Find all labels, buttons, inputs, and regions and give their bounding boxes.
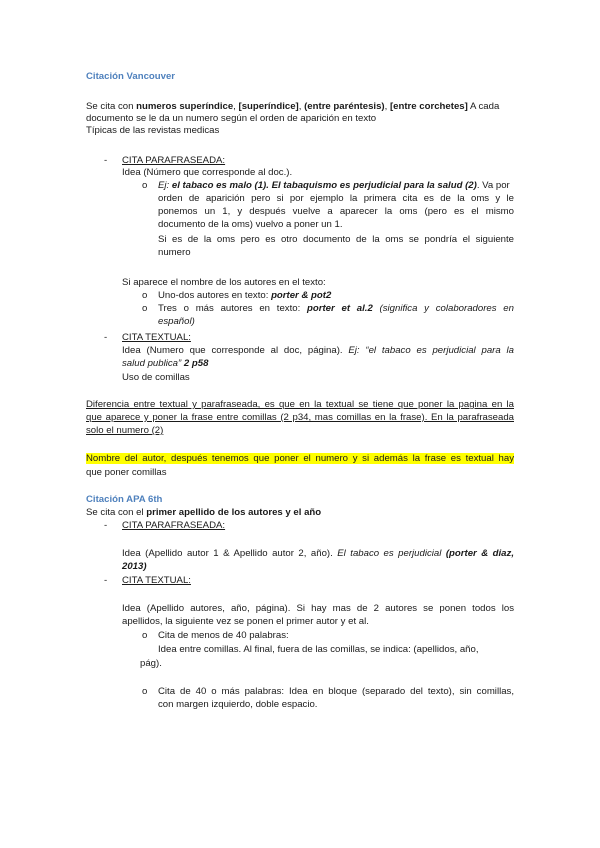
vancouver-example-line-1 — [158, 180, 514, 192]
apa-parafraseada-line-2: 2013) — [122, 561, 147, 572]
text-run: porter et al.2 — [307, 303, 373, 314]
text-run: porter & pot2 — [271, 290, 332, 301]
apa-menos-40-title: Cita de menos de 40 palabras: — [158, 630, 289, 641]
apa-mas-40-line-1: Cita de 40 o más palabras: Idea en bloque (separado del texto), sin comillas, — [158, 686, 514, 697]
vancouver-tres-autores-cont: español) — [158, 316, 195, 327]
circle-bullet: o — [142, 686, 148, 697]
apa-parafraseada-title: CITA PARAFRASEADA: — [122, 520, 226, 531]
text-run: numeros superíndice — [136, 101, 234, 112]
apa-textual-line-2: apellidos, la siguiente vez se ponen el primer autor y et al. — [122, 616, 369, 627]
apa-menos-40-line-2: pág). — [140, 658, 162, 669]
text-run: (entre paréntesis) — [304, 101, 385, 112]
text-run: el tabaco es malo (1). El tabaquismo es perjudicial para la salud (2) — [169, 180, 477, 191]
vancouver-textual-line-2 — [122, 358, 208, 370]
dash-bullet: - — [104, 520, 108, 531]
text-run: primer apellido de los autores y el año — [146, 507, 322, 518]
vancouver-intro-line-1 — [86, 101, 499, 113]
vancouver-example-line-6: numero — [158, 247, 191, 258]
text-run: [entre corchetes] — [389, 101, 468, 112]
text-run: El tabaco es perjudicial — [337, 548, 442, 559]
text-run: , — [384, 101, 390, 112]
text-run: Idea (Apellido autor 1 & Apellido autor 2, año). — [122, 548, 338, 559]
diferencia-line-2: que aparece y poner la frase entre comillas (2 p34, mas comillas en la frase). En la parafraseada — [86, 412, 514, 423]
apa-menos-40-line-1: Idea entre comillas. Al final, fuera de las comillas, se indica: (apellidos, año, — [158, 644, 479, 655]
vancouver-example-line-3: ponemos un 1, y después vuelve a aparecer la oms (pero es el mismo — [158, 206, 514, 217]
circle-bullet: o — [142, 303, 148, 314]
text-run: , — [233, 101, 239, 112]
vancouver-parafraseada-title: CITA PARAFRASEADA: — [122, 155, 226, 166]
text-run: (significa y colaboradores en — [372, 303, 514, 314]
vancouver-uno-dos-autores — [158, 290, 331, 302]
circle-bullet: o — [142, 290, 148, 301]
vancouver-heading: Citación Vancouver — [86, 71, 176, 82]
apa-textual-title: CITA TEXTUAL: — [122, 575, 191, 586]
text-run: Se cita con — [86, 101, 137, 112]
dash-bullet: - — [104, 575, 108, 586]
apa-heading: Citación APA 6th — [86, 494, 163, 505]
vancouver-textual-title: CITA TEXTUAL: — [122, 332, 191, 343]
vancouver-example-line-2: orden de aparición pero si por ejemplo la primera cita es de la oms y le — [158, 193, 514, 204]
dash-bullet: - — [104, 332, 108, 343]
diferencia-line-3: solo el numero (2) — [86, 425, 164, 436]
apa-parafraseada-line-1 — [122, 548, 514, 560]
text-run: Idea (Numero que corresponde al doc, página). — [122, 345, 349, 356]
text-run: (porter & diaz, — [441, 548, 514, 559]
diferencia-line-1: Diferencia entre textual y parafraseada, es que en la textual se tiene que poner la pagina en la — [86, 399, 514, 410]
vancouver-tres-autores — [158, 303, 514, 315]
vancouver-textual-line-3: Uso de comillas — [122, 372, 190, 383]
apa-intro — [86, 507, 321, 519]
apa-textual-line-1: Idea (Apellido autores, año, página). Si hay mas de 2 autores se ponen todos los — [122, 603, 514, 614]
vancouver-textual-line-1 — [122, 345, 514, 357]
vancouver-intro-line-3: Típicas de las revistas medicas — [86, 125, 220, 136]
text-run: Ej: — [158, 180, 170, 191]
nombre-autor-line-1 — [86, 453, 514, 465]
text-run: Uno-dos autores en texto: — [158, 290, 272, 301]
vancouver-example-line-5: Si es de la oms pero es otro documento de la oms se pondría el siguiente — [158, 234, 514, 245]
vancouver-parafraseada-idea: Idea (Número que corresponde al doc.). — [122, 167, 293, 178]
vancouver-intro-line-2: documento se le da un numero según el orden de aparición en texto — [86, 113, 377, 124]
vancouver-example-line-4: documento de la oms) vuelvo a poner un 1. — [158, 219, 343, 230]
vancouver-autores-intro: Si aparece el nombre de los autores en el texto: — [122, 277, 326, 288]
circle-bullet: o — [142, 630, 148, 641]
text-run: , — [298, 101, 305, 112]
nombre-autor-line-2: que poner comillas — [86, 467, 167, 478]
text-run: salud publica” — [122, 358, 184, 369]
highlighted-text: Nombre del autor, después tenemos que poner el numero y si además la frase es textual hay — [86, 453, 514, 464]
apa-mas-40-line-2: con margen izquierdo, doble espacio. — [158, 699, 318, 710]
circle-bullet: o — [142, 180, 148, 191]
text-run: . Va por — [476, 180, 510, 191]
text-run: Tres o más autores en texto: — [158, 303, 308, 314]
text-run: 2 p58 — [183, 358, 209, 369]
text-run: [superíndice] — [238, 101, 299, 112]
text-run: A cada — [467, 101, 500, 112]
dash-bullet: - — [104, 155, 108, 166]
text-run: Ej: “el tabaco es perjudicial para la — [348, 345, 514, 356]
text-run: Se cita con el — [86, 507, 147, 518]
